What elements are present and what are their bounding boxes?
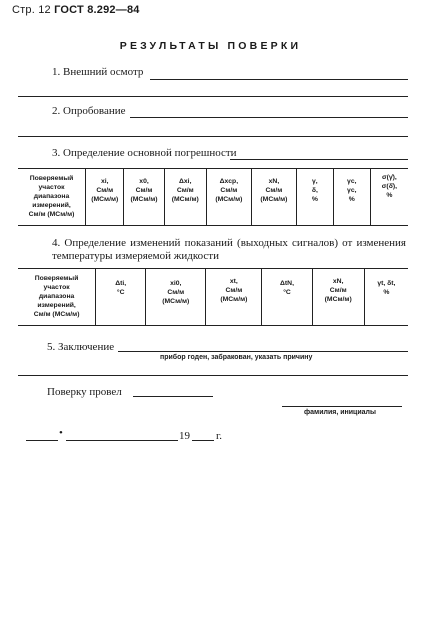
table1-bottom-border (18, 225, 408, 226)
verifier-signature-line[interactable] (133, 396, 213, 397)
table1-header-text: (МСм/м) (171, 196, 199, 203)
table1-header-text: См/м (176, 187, 194, 194)
table1-header-text: Δxср, (219, 178, 239, 185)
table1-header-cell (86, 169, 124, 225)
table1-header-text: σ(δ̊), (381, 183, 397, 190)
date-year-line[interactable] (192, 440, 214, 441)
date-quote-mark: • (59, 427, 63, 439)
table1-header-text: См/м (135, 187, 153, 194)
table1-header-text: См/м (МСм/м) (28, 211, 75, 218)
table1-header-text: γc, (347, 187, 357, 194)
table1-header-text: Поверяемый (29, 175, 74, 182)
table1-header-cell (206, 169, 251, 225)
item-external-line[interactable] (150, 79, 408, 80)
table1-header-text: xN, (268, 178, 280, 185)
table2-header-cell (146, 269, 206, 325)
date-month-line[interactable] (66, 440, 178, 441)
table1-header-text: См/м (265, 187, 283, 194)
verifier-name-line[interactable] (282, 406, 402, 407)
table1-header-text: (МСм/м) (130, 196, 158, 203)
item-testing-line-2[interactable] (18, 136, 408, 137)
table1-header-cell (296, 169, 333, 225)
table2-header-cell (262, 269, 312, 325)
table2-header-text: См/м (МСм/м) (33, 311, 80, 318)
table1-header-text: % (348, 196, 355, 203)
table1-header-cell (333, 169, 370, 225)
table1-header-cell (124, 169, 164, 225)
table2-header-text: (МСм/м) (162, 298, 190, 305)
item-testing-label: 2. Опробование (52, 105, 126, 117)
verifier-hint: фамилия, инициалы (304, 409, 376, 416)
item-changes-label: 4. Определение изменений показаний (выходных сигналов) от изменения температуры измеряемой жидкости (52, 237, 406, 262)
table2-header-text: °C (283, 289, 291, 296)
table1-header-cell (18, 169, 86, 225)
table1-header-text: γ, (312, 178, 318, 185)
table1-header-text: См/м (96, 187, 114, 194)
table2-bottom-border (18, 325, 408, 326)
table2-header-text: xt, (229, 278, 238, 285)
item-testing-line[interactable] (130, 117, 408, 118)
table1-header-text: x0, (139, 178, 149, 185)
table2-header-cell (18, 269, 96, 325)
table1-header-text: γc, (347, 178, 357, 185)
item-conclusion-line-2[interactable] (18, 375, 408, 376)
table2-header-text: диапазона (38, 293, 75, 300)
table2-header-cell (364, 269, 408, 325)
table2-header-text: γt, δt, (377, 280, 396, 287)
table2-header-text: (МСм/м) (220, 296, 248, 303)
page-header (12, 4, 140, 16)
item-conclusion-label: 5. Заключение (47, 341, 115, 353)
item-main-error-line[interactable] (230, 159, 408, 160)
table2-header-text: °C (116, 289, 125, 296)
table2-header-cell (206, 269, 262, 325)
table1-header-text: % (311, 196, 318, 203)
table1-header-text: (МСм/м) (215, 196, 243, 203)
table2-header-text: Поверяемый (34, 275, 79, 282)
date-year-prefix: 19 (179, 430, 190, 442)
table2-header-text: См/м (167, 289, 185, 296)
table1-header-text: δ, (311, 187, 318, 194)
table1-header-text: (МСм/м) (91, 196, 119, 203)
item-conclusion-line[interactable] (118, 351, 408, 352)
verifier-label: Поверку провел (47, 386, 122, 398)
table1-header-text: См/м (220, 187, 238, 194)
table1-header-text: σ(γ̊), (381, 174, 397, 181)
table2-header-cell (312, 269, 364, 325)
table2-header-text: измерений, (37, 302, 76, 309)
table-temperature-changes (18, 269, 408, 325)
item-main-error-label: 3. Определение основной погрешности (52, 147, 237, 159)
table2-header-text: xi0, (170, 280, 182, 287)
table1-header-cell (164, 169, 206, 225)
standard-code: ГОСТ 8.292—84 (54, 4, 140, 16)
table1-header-text: % (386, 192, 393, 199)
item-conclusion-hint: прибор годен, забракован, указать причину (160, 354, 313, 361)
table1-header-text: измерений, (32, 202, 71, 209)
table1-header-text: xi, (100, 178, 109, 185)
table1-header-text: участок (38, 184, 65, 191)
table1-header-text: Δxi, (179, 178, 192, 185)
table2-header-text: См/м (329, 287, 347, 294)
date-day-line[interactable] (26, 440, 58, 441)
table1-header-cell (251, 169, 296, 225)
table1-header-cell (370, 169, 408, 225)
table2-header-cell (96, 269, 146, 325)
table2-header-text: См/м (225, 287, 243, 294)
item-external-line-2[interactable] (18, 96, 408, 97)
table2-header-text: xN, (332, 278, 344, 285)
item-external-label: 1. Внешний осмотр (52, 66, 144, 78)
table2-header-text: % (383, 289, 390, 296)
date-suffix: г. (216, 430, 223, 442)
table2-header-text: (МСм/м) (324, 296, 352, 303)
table-main-error (18, 169, 408, 225)
table2-header-text: участок (43, 284, 70, 291)
table2-header-text: Δti, (115, 280, 127, 287)
page-title: РЕЗУЛЬТАТЫ ПОВЕРКИ (119, 40, 302, 52)
page-number: Стр. 12 (12, 4, 51, 16)
table2-header-text: ΔtN, (280, 280, 294, 287)
table1-header-text: (МСм/м) (260, 196, 288, 203)
table1-header-text: диапазона (33, 193, 70, 200)
